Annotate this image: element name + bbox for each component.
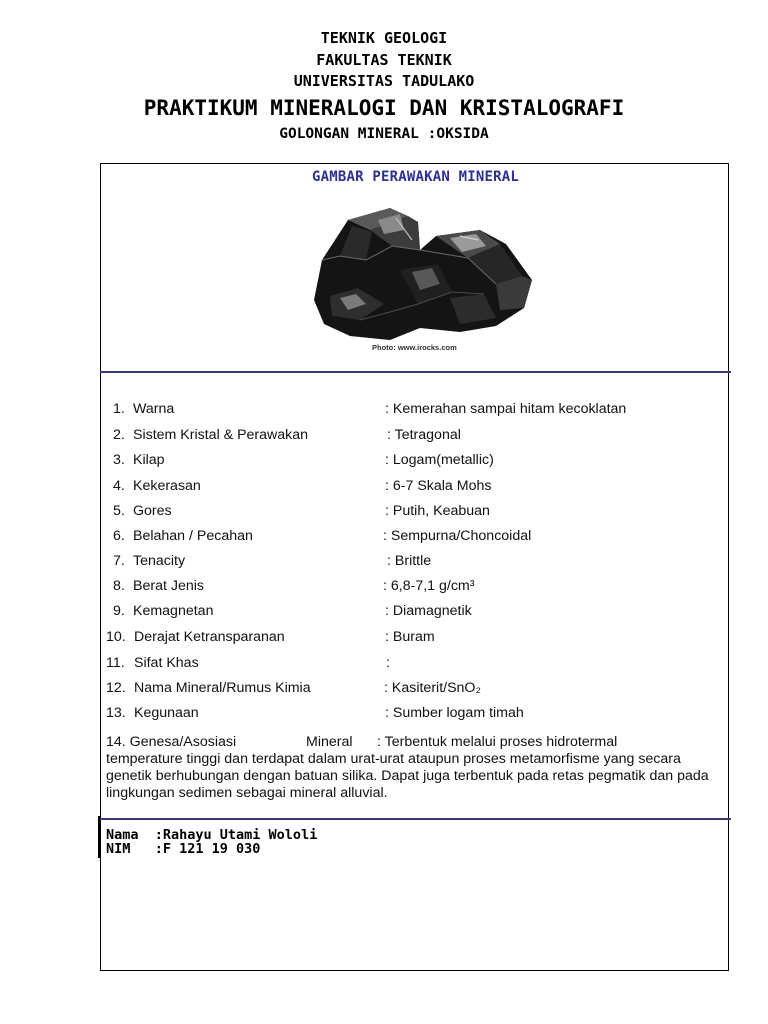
genesis-value-rest: temperature tinggi dan terdapat dalam urat-urat ataupun proses metamorfisme yang secara genetik berhubungan dengan batuan silika. Dapat juga terbentuk pada retas pegmatik dan pada lingkungan sedimen sebagai mineral alluvial. <box>106 751 709 801</box>
property-number: 6. <box>113 528 125 544</box>
property-label: Sifat Khas <box>134 655 199 671</box>
property-row <box>113 528 733 546</box>
property-row <box>113 503 733 521</box>
property-number: 13. <box>106 705 126 721</box>
property-row <box>113 578 733 596</box>
property-label: Kekerasan <box>133 478 201 494</box>
property-label: Sistem Kristal & Perawakan <box>133 427 309 443</box>
property-value: : Kemerahan sampai hitam kecoklatan <box>385 401 627 417</box>
property-row <box>106 629 726 647</box>
photo-credit: Photo: www.irocks.com <box>372 343 457 352</box>
property-label: Kemagnetan <box>133 603 214 619</box>
document-header <box>0 28 768 145</box>
student-info <box>106 828 317 856</box>
genesis-label: 14. Genesa/Asosiasi <box>106 734 237 750</box>
property-row <box>113 553 733 571</box>
mineral-photo <box>300 200 540 360</box>
property-number: 12. <box>106 680 126 696</box>
property-row <box>113 478 733 496</box>
property-number: 10. <box>106 629 126 645</box>
property-label: Kilap <box>133 452 165 468</box>
property-label: Berat Jenis <box>133 578 204 594</box>
mineral-group: GOLONGAN MINERAL :OKSIDA <box>279 125 489 142</box>
property-label: Derajat Ketransparanan <box>134 629 285 645</box>
faculty: FAKULTAS TEKNIK <box>316 50 452 69</box>
department: TEKNIK GEOLOGI <box>320 29 448 47</box>
property-row <box>113 452 733 470</box>
property-row <box>106 680 726 698</box>
property-value: : Brittle <box>387 553 432 569</box>
property-number: 3. <box>113 452 125 468</box>
property-number: 11. <box>106 655 125 671</box>
property-value: : 6-7 Skala Mohs <box>385 478 492 494</box>
genesis-value-first: : Terbentuk melalui proses hidrotermal <box>377 734 618 750</box>
property-value: : Buram <box>385 629 435 645</box>
property-value: : <box>386 655 390 671</box>
property-value: : Tetragonal <box>387 427 461 443</box>
property-row <box>113 603 733 621</box>
property-number: 1. <box>113 401 125 417</box>
property-row <box>113 427 733 445</box>
property-number: 8. <box>113 578 125 594</box>
genesis-label-mineral: Mineral <box>306 734 353 750</box>
student-nim: NIM :F 121 19 030 <box>106 841 261 857</box>
property-row <box>106 655 726 673</box>
left-border-mark <box>98 816 100 858</box>
genesis-association <box>106 734 726 802</box>
university: UNIVERSITAS TADULAKO <box>293 72 475 90</box>
property-number: 5. <box>113 503 125 519</box>
property-label: Kegunaan <box>134 705 199 721</box>
property-label: Tenacity <box>133 553 186 569</box>
property-value: : Kasiterit/SnO₂ <box>384 680 481 696</box>
divider-properties <box>100 818 731 820</box>
property-value: : Sumber logam timah <box>385 705 524 721</box>
property-value: : Diamagnetik <box>385 603 472 619</box>
picture-title: GAMBAR PERAWAKAN MINERAL <box>311 169 520 185</box>
property-row <box>113 401 733 419</box>
practicum-title: PRAKTIKUM MINERALOGI DAN KRISTALOGRAFI <box>143 95 625 120</box>
divider-picture <box>100 371 731 373</box>
property-row <box>106 705 726 723</box>
property-label: Gores <box>133 503 172 519</box>
property-number: 4. <box>113 478 125 494</box>
property-label: Nama Mineral/Rumus Kimia <box>134 680 311 696</box>
property-number: 9. <box>113 603 125 619</box>
property-number: 2. <box>113 427 125 443</box>
property-value: : Sempurna/Choncoidal <box>383 528 532 544</box>
property-number: 7. <box>113 553 125 569</box>
property-value: : 6,8-7,1 g/cm³ <box>383 578 475 594</box>
property-value: : Putih, Keabuan <box>385 503 490 519</box>
property-value: : Logam(metallic) <box>385 452 494 468</box>
property-label: Warna <box>133 401 175 417</box>
property-label: Belahan / Pecahan <box>133 528 253 544</box>
student-name: Nama :Rahayu Utami Wololi <box>106 827 318 843</box>
